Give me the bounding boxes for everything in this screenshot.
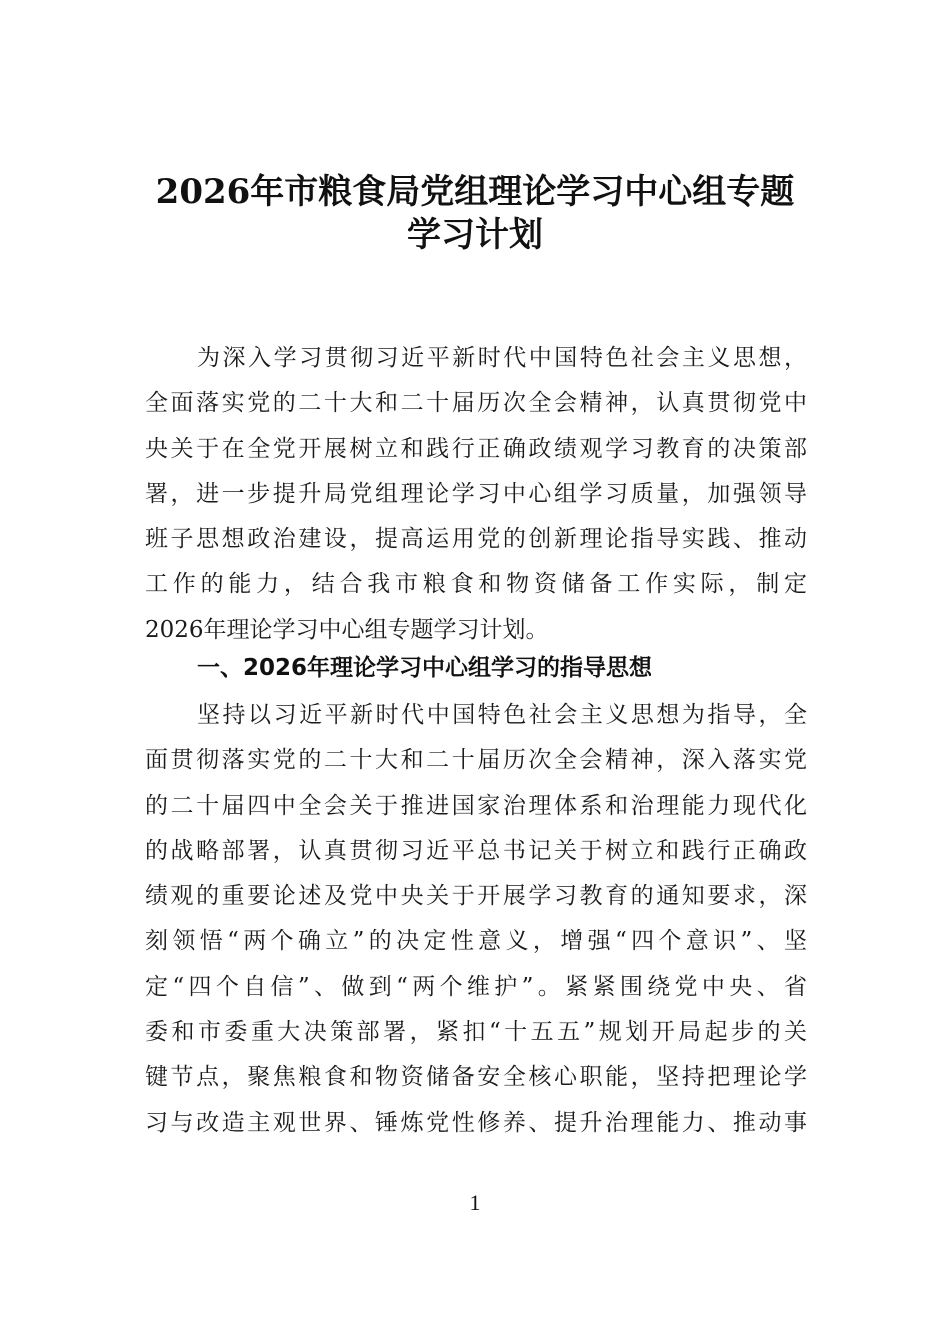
paragraph-line: 委和市委重大决策部署，紧扣“十五五”规划开局起步的关	[145, 1019, 807, 1046]
paragraph-line: 全面落实党的二十大和二十届历次全会精神，认真贯彻党中	[145, 390, 807, 417]
paragraph-line: 2026年理论学习中心组专题学习计划。	[145, 616, 549, 643]
guiding-ideology-paragraph	[145, 693, 807, 1146]
paragraph-line: 刻领悟“两个确立”的决定性意义，增强“四个意识”、坚	[145, 928, 807, 955]
paragraph-line: 署，进一步提升局党组理论学习中心组学习质量，加强领导	[145, 480, 807, 507]
paragraph-line: 的二十届四中全会关于推进国家治理体系和治理能力现代化	[145, 792, 807, 819]
intro-paragraph	[145, 336, 807, 653]
paragraph-line: 坚持以习近平新时代中国特色社会主义思想为指导，全	[197, 702, 807, 728]
paragraph-line: 键节点，聚焦粮食和物资储备安全核心职能，坚持把理论学	[145, 1064, 807, 1091]
document-title-line-2: 学习计划	[407, 215, 543, 255]
paragraph-line: 定“四个自信”、做到“两个维护”。紧紧围绕党中央、省	[145, 973, 807, 1000]
paragraph-line: 工作的能力，结合我市粮食和物资储备工作实际，制定	[145, 571, 807, 598]
document-title-line-1: 2026年市粮食局党组理论学习中心组专题	[155, 172, 795, 212]
paragraph-line: 面贯彻落实党的二十大和二十届历次全会精神，深入落实党	[145, 747, 807, 774]
paragraph-line: 央关于在全党开展树立和践行正确政绩观学习教育的决策部	[145, 435, 807, 462]
paragraph-line: 绩观的重要论述及党中央关于开展学习教育的通知要求，深	[145, 883, 807, 910]
paragraph-line: 班子思想政治建设，提高运用党的创新理论指导实践、推动	[145, 526, 807, 553]
paragraph-line: 的战略部署，认真贯彻习近平总书记关于树立和践行正确政	[145, 837, 807, 864]
section-heading: 一、2026年理论学习中心组学习的指导思想	[197, 655, 653, 681]
page-number: 1	[469, 1190, 481, 1215]
paragraph-line: 为深入学习贯彻习近平新时代中国特色社会主义思想，	[197, 345, 807, 371]
paragraph-line: 习与改造主观世界、锤炼党性修养、提升治理能力、推动事	[145, 1109, 807, 1136]
